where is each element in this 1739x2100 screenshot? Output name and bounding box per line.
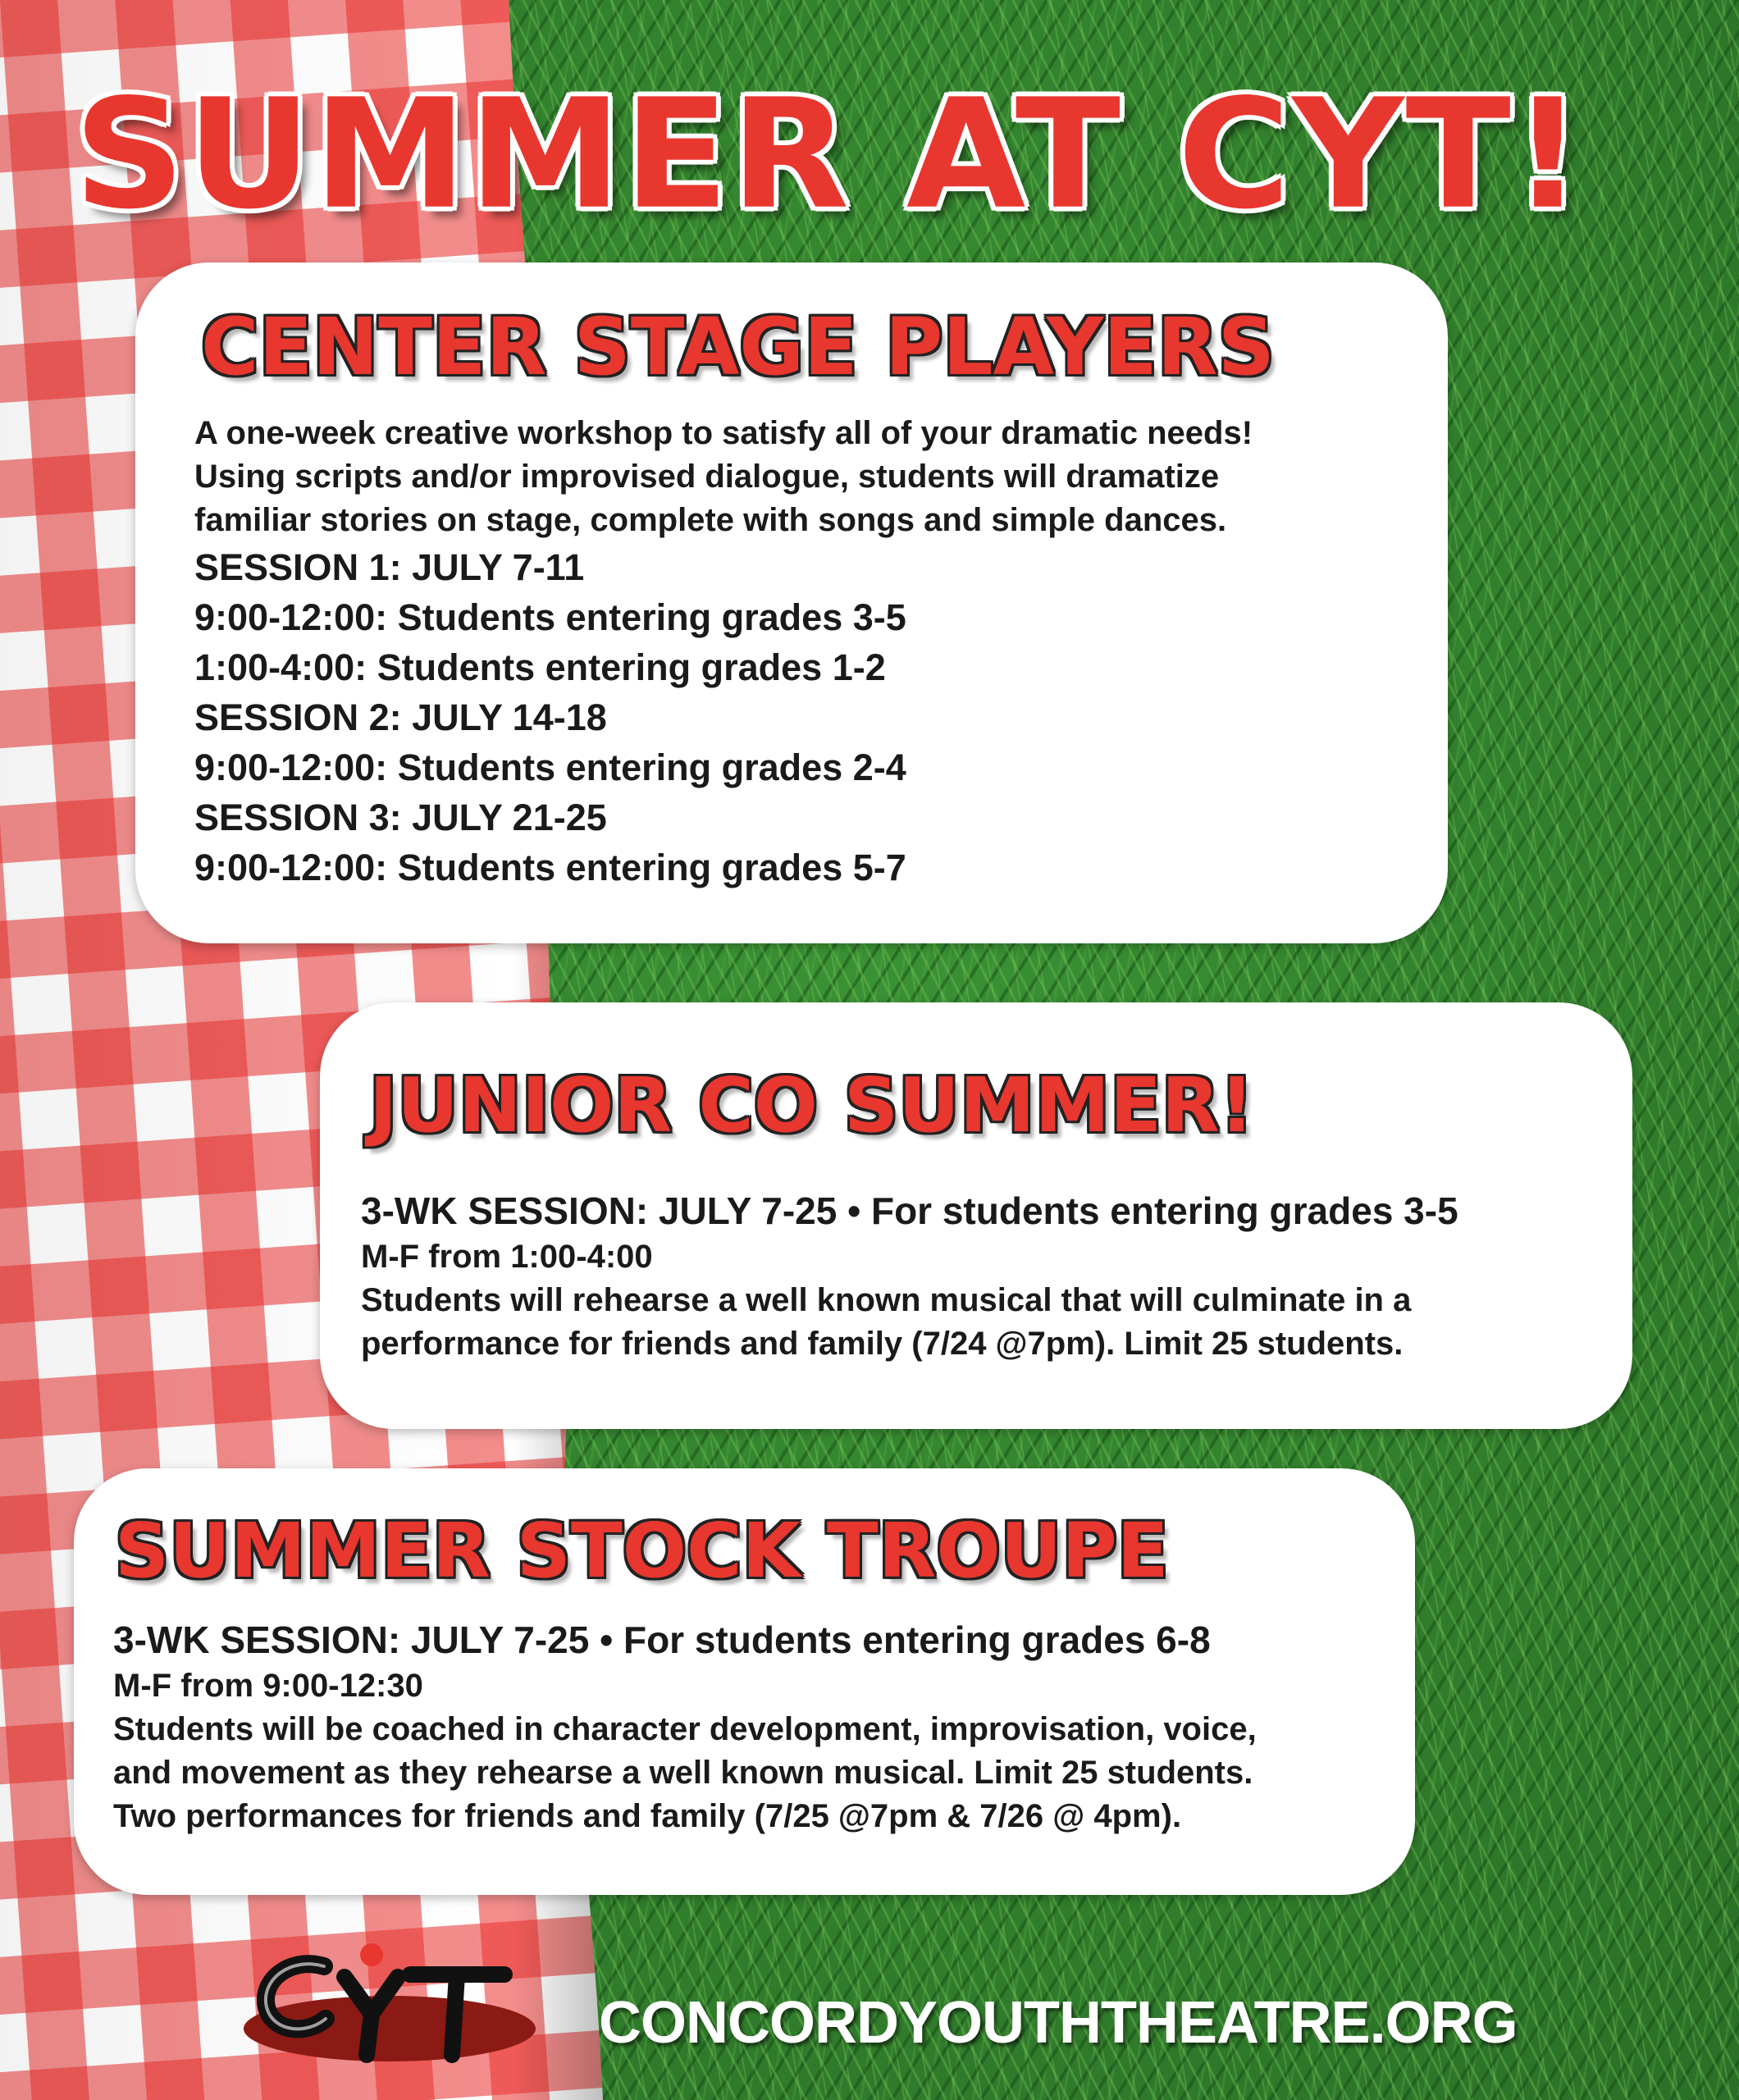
center-stage-players-panel xyxy=(135,262,1448,943)
description-line: performance for friends and family (7/24 @7pm). Limit 25 students. xyxy=(361,1326,1404,1362)
session-line: 3-WK SESSION: JULY 7-25 • For students entering grades 6-8 xyxy=(113,1618,1211,1661)
schedule-line: 9:00-12:00: Students entering grades 2-4 xyxy=(194,746,906,788)
description-line: A one-week creative workshop to satisfy all of your dramatic needs! xyxy=(194,415,1253,451)
times-line: M-F from 1:00-4:00 xyxy=(361,1239,653,1275)
description-line: Two performances for friends and family (7/25 @7pm & 7/26 @ 4pm). xyxy=(113,1798,1182,1834)
website-url: CONCORDYOUTHTHEATRE.ORG xyxy=(599,1990,1518,2056)
schedule-line: SESSION 1: JULY 7-11 xyxy=(194,546,585,588)
panel-body xyxy=(361,1187,1608,1366)
description-line: Students will be coached in character development, improvisation, voice, xyxy=(113,1711,1257,1747)
panel-title: CENTER STAGE PLAYERS xyxy=(201,301,1275,393)
panel-body xyxy=(113,1616,1393,1838)
description-line: familiar stories on stage, complete with songs and simple dances. xyxy=(194,502,1227,538)
panel-title: SUMMER STOCK TROUPE xyxy=(115,1507,1169,1595)
panel-title: JUNIOR CO SUMMER! xyxy=(369,1061,1254,1149)
summer-stock-troupe-panel xyxy=(74,1468,1415,1895)
schedule-line: 9:00-12:00: Students entering grades 3-5 xyxy=(194,596,906,638)
cyt-logo-icon xyxy=(226,1932,570,2071)
description-line: Using scripts and/or improvised dialogue, students will dramatize xyxy=(194,459,1220,495)
schedule-line: 9:00-12:00: Students entering grades 5-7 xyxy=(194,847,906,888)
schedule-line: SESSION 2: JULY 14-18 xyxy=(194,696,607,738)
panel-body xyxy=(194,412,1425,892)
times-line: M-F from 9:00-12:30 xyxy=(113,1668,423,1704)
description-line: Students will rehearse a well known musical that will culminate in a xyxy=(361,1282,1412,1318)
schedule-line: 1:00-4:00: Students entering grades 1-2 xyxy=(194,646,886,688)
junior-co-summer-panel xyxy=(320,1002,1632,1429)
headline: SUMMER AT CYT! xyxy=(74,66,1585,243)
description-line: and movement as they rehearse a well known musical. Limit 25 students. xyxy=(113,1755,1253,1791)
schedule-line: SESSION 3: JULY 21-25 xyxy=(194,797,607,838)
session-line: 3-WK SESSION: JULY 7-25 • For students entering grades 3-5 xyxy=(361,1189,1458,1232)
